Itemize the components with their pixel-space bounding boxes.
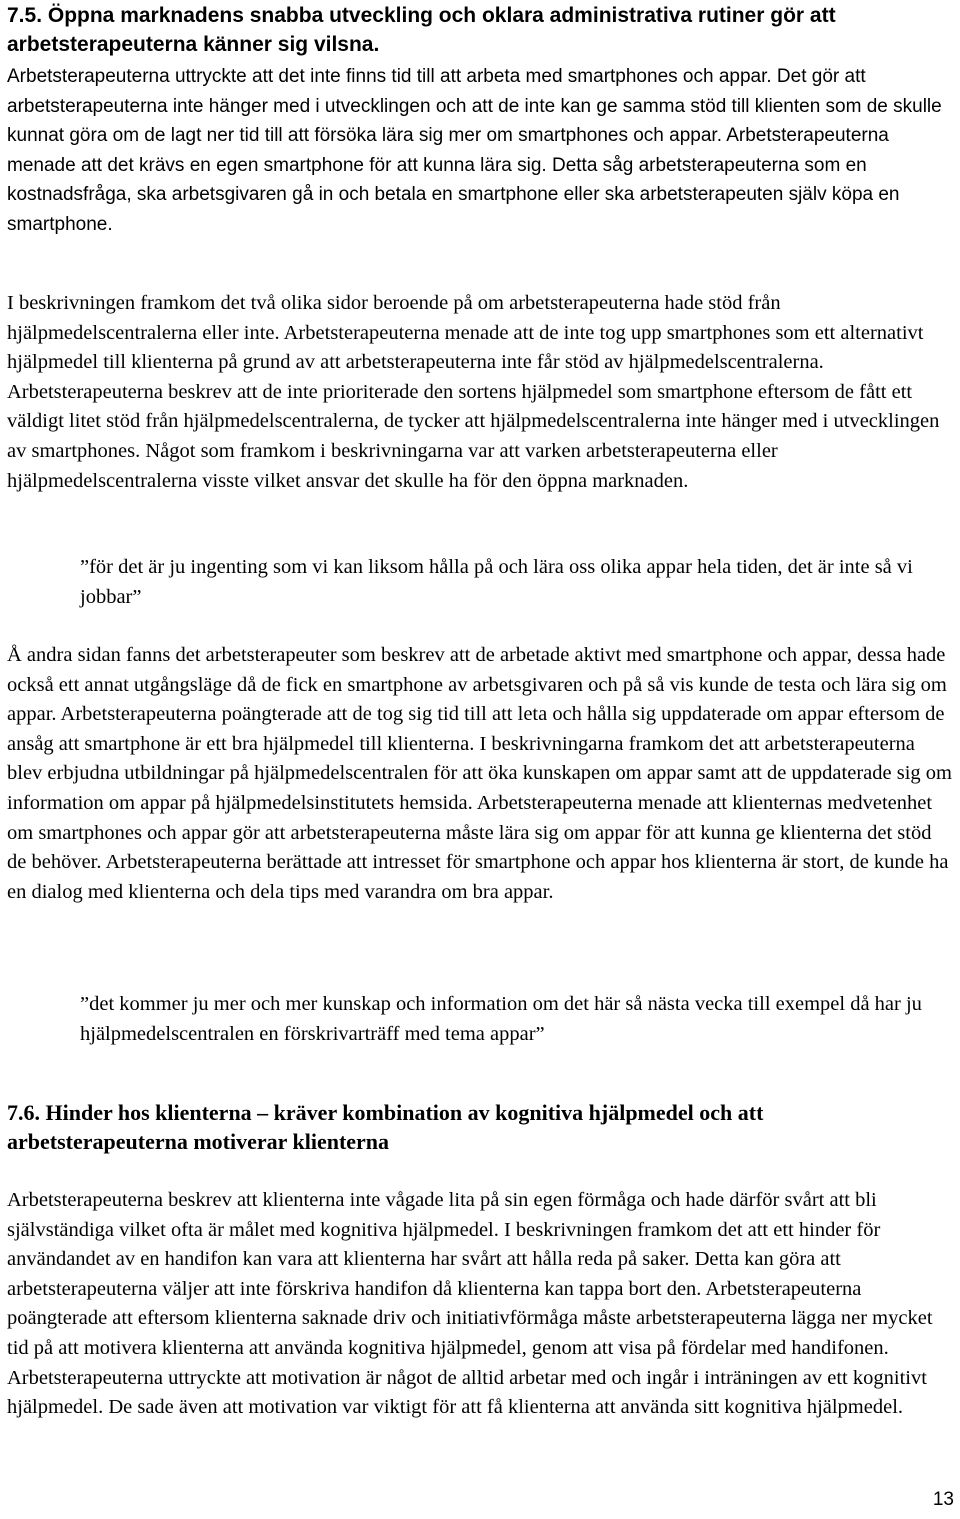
- quote-more-knowledge: ”det kommer ju mer och mer kunskap och information om det här så nästa vecka till exempel då har ju hjälpmedelscentralen en förskrivarträff med tema appar”: [80, 993, 922, 1045]
- section-heading-7-6: 7.6. Hinder hos klienterna – kräver kombination av kognitiva hjälpmedel och att arbetsterapeuterna motiverar klienterna: [7, 1100, 764, 1154]
- quote-no-time: ”för det är ju ingenting som vi kan liksom hålla på och lära oss olika appar hela tiden, det är inte så vi jobbar”: [80, 556, 913, 608]
- paragraph-active-work: Å andra sidan fanns det arbetsterapeuter som beskrev att de arbetade aktivt med smartphone och appar, dessa hade också ett annat utgångsläge då de fick en smartphone av arbetsgivaren och på så vis kunde de testa och lära sig om appar. Arbetsterapeuterna poängterade att de tog sig tid till att leta och hålla sig uppdaterade om appar eftersom de ansåg att smartphone är ett bra hjälpmedel till klienterna. I beskrivningarna framkom det att arbetsterapeuterna blev erbjudna utbildningar på hjälpmedelscentralen för att öka kunskapen om appar samt att de uppdaterade sig om information om appar på hjälpmedelsinstitutets hemsida. Arbetsterapeuterna menade att klienternas medvetenhet om smartphones och appar gör att arbetsterapeuterna måste lära sig om appar för att kunna ge klienterna det stöd de behöver. Arbetsterapeuterna berättade att intresset för smartphone och appar hos klienterna är stort, de kunde ha en dialog med klienterna och dela tips med varandra om bra appar.: [7, 644, 952, 903]
- paragraph-client-barriers: Arbetsterapeuterna beskrev att klienterna inte vågade lita på sin egen förmåga och hade därför svårt att bli självständiga vilket ofta är målet med kognitiva hjälpmedel. I beskrivningen framkom det att ett hinder för användandet av en handifon kan vara att klienterna har svårt att hålla reda på saker. Detta kan göra att arbetsterapeuterna väljer att inte förskriva handifon då klienterna kan tappa bort den. Arbetsterapeuterna poängterade att eftersom klienterna saknade driv och initiativförmåga måste arbetsterapeuterna lägga ner mycket tid på att motivera klienterna att använda kognitiva hjälpmedel, genom att visa på fördelar med handifonen. Arbetsterapeuterna uttryckte att motivation är något de alltid arbetar med och ingår i inträningen av ett kognitivt hjälpmedel. De sade även att motivation var viktigt för att få klienterna att använda sitt kognitiva hjälpmedel.: [7, 1189, 933, 1419]
- section-heading-7-5: 7.5. Öppna marknadens snabba utveckling och oklara administrativa rutiner gör att arbetsterapeuterna känner sig vilsna.: [7, 4, 836, 56]
- paragraph-time-constraints: Arbetsterapeuterna uttryckte att det inte finns tid till att arbeta med smartphones och appar. Det gör att arbetsterapeuterna inte hänger med i utvecklingen och att de inte kan ge samma stöd till klienten som de skulle kunnat göra om de lagt ner tid till att försöka lära sig mer om smartphones och appar. Arbetsterapeuterna menade att det krävs en egen smartphone för att kunna lära sig. Detta såg arbetsterapeuterna som en kostnadsfråga, ska arbetsgivaren gå in och betala en smartphone eller ska arbetsterapeuten själv köpa en smartphone.: [7, 66, 942, 235]
- paragraph-support-from-centres: I beskrivningen framkom det två olika sidor beroende på om arbetsterapeuterna hade stöd från hjälpmedelscentralerna eller inte. Arbetsterapeuterna menade att de inte tog upp smartphones som ett alternativt hjälpmedel till klienterna på grund av att arbetsterapeuterna inte får stöd av hjälpmedelscentralerna. Arbetsterapeuterna beskrev att de inte prioriterade den sortens hjälpmedel som smartphone eftersom de fått ett väldigt litet stöd från hjälpmedelscentralerna, de tycker att hjälpmedelscentralerna inte hänger med i utvecklingen av smartphones. Något som framkom i beskrivningarna var att varken arbetsterapeuterna eller hjälpmedelscentralerna visste vilket ansvar det skulle ha för den öppna marknaden.: [7, 292, 940, 492]
- page-number: 13: [932, 1489, 954, 1510]
